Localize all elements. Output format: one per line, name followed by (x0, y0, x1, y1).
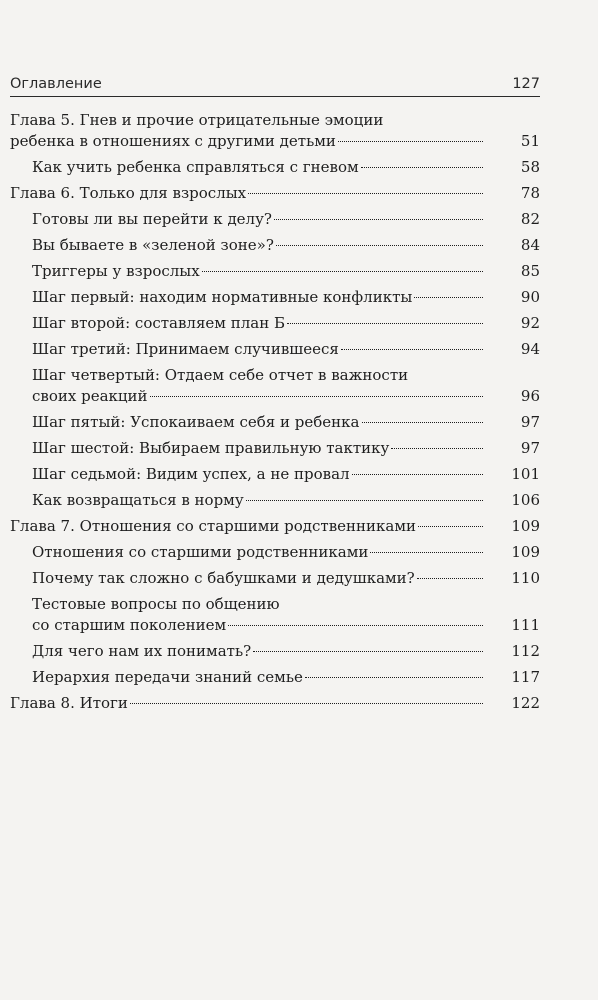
toc-title-text: со старшим поколением (32, 616, 227, 634)
toc-page-number: 109 (511, 543, 540, 561)
toc-title-line (32, 615, 485, 636)
toc-title-text: Шаг пятый: Успокаиваем себя и ребенка (32, 413, 360, 431)
toc-page-number: 110 (511, 569, 540, 587)
toc-title-text: Шаг седьмой: Видим успех, а не провал (32, 465, 350, 483)
dot-leader (370, 552, 483, 553)
toc-title-text: Глава 7. Отношения со старшими родственниками (10, 517, 416, 535)
toc-title-text: Глава 5. Гнев и прочие отрицательные эмоции (10, 111, 384, 129)
dot-leader (246, 500, 483, 501)
toc-page-number: 92 (520, 314, 540, 332)
toc-chapter-entry (10, 110, 485, 152)
toc-title-line (32, 209, 485, 230)
toc-page-number: 101 (511, 465, 540, 483)
dot-leader (150, 396, 483, 397)
toc-title-line (10, 110, 485, 131)
toc-section-entry (32, 339, 485, 360)
toc-page-number: 84 (520, 236, 540, 254)
toc-title-line (32, 594, 485, 615)
toc-section-entry (32, 365, 485, 407)
toc-title-line (32, 287, 485, 308)
toc-title-text: Глава 8. Итоги (10, 694, 128, 712)
toc-section-entry (32, 313, 485, 334)
running-header (10, 74, 540, 97)
toc-page-number: 82 (520, 210, 540, 228)
toc-section-entry (32, 641, 485, 662)
toc-title-line (32, 365, 485, 386)
toc-page-number: 97 (520, 413, 540, 431)
toc-title-line (32, 313, 485, 334)
toc-section-entry (32, 542, 485, 563)
toc-page-number: 78 (520, 184, 540, 202)
dot-leader (276, 245, 483, 246)
toc-page-number: 97 (520, 439, 540, 457)
toc-section-entry (32, 157, 485, 178)
toc-title-text: Вы бываете в «зеленой зоне»? (32, 236, 274, 254)
toc-title-text: Тестовые вопросы по общению (32, 595, 280, 613)
toc-page-number: 106 (511, 491, 540, 509)
toc-title-line (32, 339, 485, 360)
toc-title-text: Отношения со старшими родственниками (32, 543, 369, 561)
dot-leader (274, 219, 483, 220)
dot-leader (202, 271, 483, 272)
toc-chapter-entry (10, 693, 485, 714)
toc-page-number: 111 (511, 616, 540, 634)
toc-section-entry (32, 235, 485, 256)
dot-leader (130, 703, 483, 704)
toc-title-line (32, 261, 485, 282)
toc-title-line (32, 568, 485, 589)
toc-title-line (32, 667, 485, 688)
toc-page-number: 90 (520, 288, 540, 306)
dot-leader (341, 349, 483, 350)
header-title: Оглавление (10, 76, 102, 92)
toc-page-number: 51 (520, 132, 540, 150)
toc-chapter-entry (10, 183, 485, 204)
toc-section-entry (32, 209, 485, 230)
dot-leader (417, 578, 483, 579)
toc-title-text: Триггеры у взрослых (32, 262, 200, 280)
toc-title-text: Как возвращаться в норму (32, 491, 244, 509)
toc-section-entry (32, 568, 485, 589)
toc-section-entry (32, 464, 485, 485)
dot-leader (228, 625, 483, 626)
dot-leader (287, 323, 483, 324)
toc-title-text: своих реакций (32, 387, 148, 405)
toc-title-text: Почему так сложно с бабушками и дедушками? (32, 569, 415, 587)
toc-title-text: Готовы ли вы перейти к делу? (32, 210, 272, 228)
toc-title-text: Как учить ребенка справляться с гневом (32, 158, 359, 176)
dot-leader (305, 677, 483, 678)
toc-title-line (32, 641, 485, 662)
toc-chapter-entry (10, 516, 485, 537)
header-page-number: 127 (512, 76, 540, 92)
toc-title-text: Шаг первый: находим нормативные конфликты (32, 288, 413, 306)
toc-section-entry (32, 287, 485, 308)
toc-section-entry (32, 667, 485, 688)
toc-title-line (32, 157, 485, 178)
toc-title-text: Иерархия передачи знаний семье (32, 668, 303, 686)
dot-leader (391, 448, 483, 449)
toc-page-number: 58 (520, 158, 540, 176)
dot-leader (338, 141, 483, 142)
toc-title-line (32, 438, 485, 459)
toc-section-entry (32, 490, 485, 511)
toc-section-entry (32, 438, 485, 459)
dot-leader (418, 526, 483, 527)
toc-page-number: 117 (511, 668, 540, 686)
toc-title-line (32, 464, 485, 485)
toc-title-text: ребенка в отношениях с другими детьми (10, 132, 336, 150)
toc-page-number: 96 (520, 387, 540, 405)
toc-title-text: Для чего нам их понимать? (32, 642, 252, 660)
toc-title-line (32, 386, 485, 407)
toc-page-number: 122 (511, 694, 540, 712)
dot-leader (414, 297, 483, 298)
dot-leader (361, 167, 483, 168)
toc-title-line (10, 183, 485, 204)
toc-title-text: Глава 6. Только для взрослых (10, 184, 247, 202)
toc-title-line (32, 412, 485, 433)
toc-title-line (10, 693, 485, 714)
toc-title-line (32, 235, 485, 256)
toc-title-line (32, 542, 485, 563)
toc-page-number: 94 (520, 340, 540, 358)
toc-title-text: Шаг третий: Принимаем случившееся (32, 340, 339, 358)
toc-page-number: 85 (520, 262, 540, 280)
toc-title-text: Шаг шестой: Выбираем правильную тактику (32, 439, 390, 457)
dot-leader (253, 651, 483, 652)
dot-leader (352, 474, 483, 475)
toc-section-entry (32, 594, 485, 636)
toc-section-entry (32, 261, 485, 282)
dot-leader (248, 193, 483, 194)
toc-title-line (32, 490, 485, 511)
toc-section-entry (32, 412, 485, 433)
toc-title-line (10, 516, 485, 537)
toc-title-text: Шаг четвертый: Отдаем себе отчет в важности (32, 366, 409, 384)
toc-title-line (10, 131, 485, 152)
toc-page-number: 112 (511, 642, 540, 660)
dot-leader (362, 422, 484, 423)
toc-page-number: 109 (511, 517, 540, 535)
toc-title-text: Шаг второй: составляем план Б (32, 314, 285, 332)
